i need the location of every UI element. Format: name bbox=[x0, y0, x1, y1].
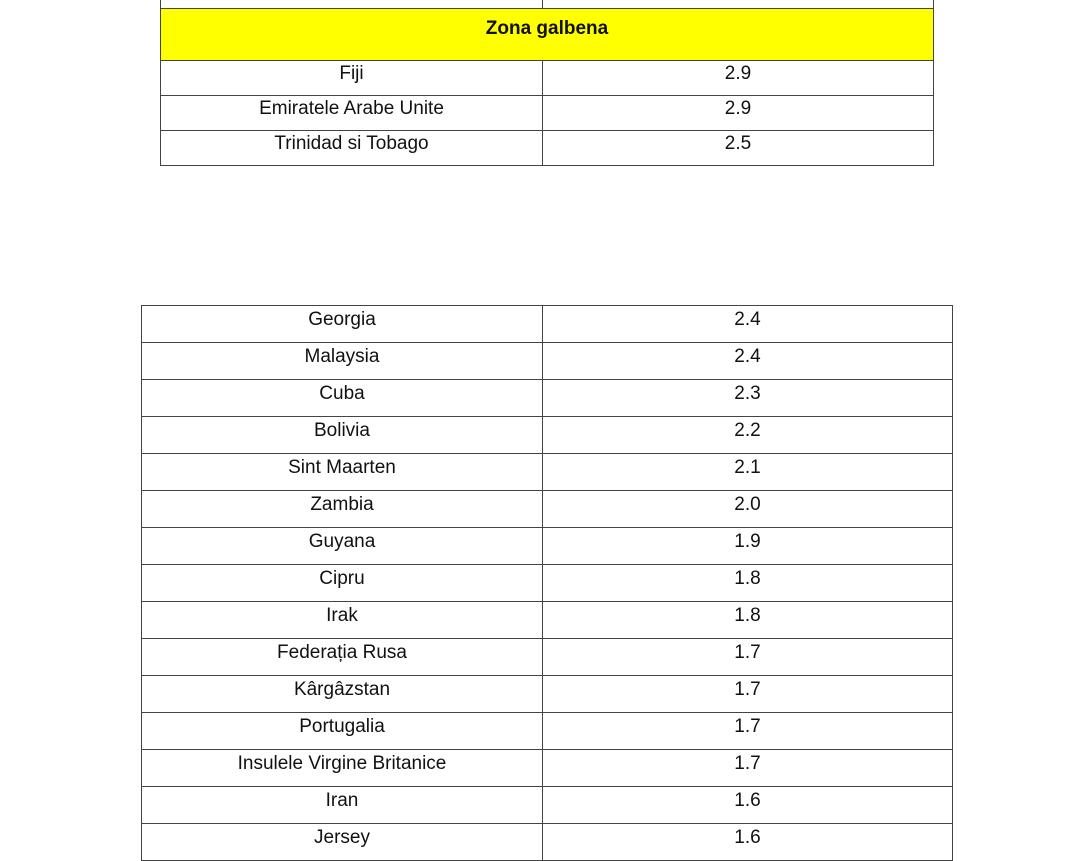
country-cell: Emiratele Arabe Unite bbox=[161, 96, 543, 131]
table-row bbox=[142, 306, 953, 343]
table-row bbox=[161, 96, 934, 131]
value-cell: 2.2 bbox=[543, 417, 953, 454]
country-cell: Insulele Virgine Britanice bbox=[142, 750, 543, 787]
stub-cell bbox=[161, 0, 543, 9]
country-cell: Georgia bbox=[142, 306, 543, 343]
country-cell: Malaysia bbox=[142, 343, 543, 380]
value-cell: 1.6 bbox=[543, 824, 953, 861]
table-row bbox=[142, 602, 953, 639]
country-cell: Portugalia bbox=[142, 713, 543, 750]
value-cell: 2.9 bbox=[543, 96, 934, 131]
value-cell: 2.1 bbox=[543, 454, 953, 491]
country-cell: Zambia bbox=[142, 491, 543, 528]
table-row bbox=[142, 639, 953, 676]
value-cell: 1.7 bbox=[543, 639, 953, 676]
country-cell: Fiji bbox=[161, 61, 543, 96]
zone-header: Zona galbena bbox=[161, 9, 934, 61]
table-row bbox=[142, 750, 953, 787]
country-cell: Bolivia bbox=[142, 417, 543, 454]
country-rate-table bbox=[141, 305, 953, 861]
value-cell: 2.4 bbox=[543, 343, 953, 380]
value-cell: 2.0 bbox=[543, 491, 953, 528]
zone-header-row bbox=[161, 9, 934, 61]
value-cell: 1.7 bbox=[543, 713, 953, 750]
country-cell: Jersey bbox=[142, 824, 543, 861]
table-row bbox=[142, 491, 953, 528]
table-row bbox=[142, 380, 953, 417]
table-row bbox=[142, 417, 953, 454]
value-cell: 2.5 bbox=[543, 131, 934, 166]
table-row bbox=[142, 676, 953, 713]
table-row bbox=[142, 343, 953, 380]
value-cell: 1.7 bbox=[543, 676, 953, 713]
value-cell: 1.7 bbox=[543, 750, 953, 787]
country-cell: Kârgâzstan bbox=[142, 676, 543, 713]
value-cell: 1.6 bbox=[543, 787, 953, 824]
country-cell: Sint Maarten bbox=[142, 454, 543, 491]
country-cell: Trinidad si Tobago bbox=[161, 131, 543, 166]
country-cell: Cipru bbox=[142, 565, 543, 602]
table-row bbox=[142, 824, 953, 861]
value-cell: 1.8 bbox=[543, 565, 953, 602]
country-cell: Guyana bbox=[142, 528, 543, 565]
table-row bbox=[142, 787, 953, 824]
table-row bbox=[161, 131, 934, 166]
yellow-zone-table bbox=[160, 0, 934, 166]
value-cell: 1.8 bbox=[543, 602, 953, 639]
value-cell: 2.9 bbox=[543, 61, 934, 96]
table-row bbox=[142, 454, 953, 491]
value-cell: 2.3 bbox=[543, 380, 953, 417]
table-row bbox=[161, 61, 934, 96]
country-cell: Cuba bbox=[142, 380, 543, 417]
table-row bbox=[142, 528, 953, 565]
value-cell: 2.4 bbox=[543, 306, 953, 343]
country-cell: Iran bbox=[142, 787, 543, 824]
value-cell: 1.9 bbox=[543, 528, 953, 565]
table-row bbox=[142, 565, 953, 602]
table-row bbox=[142, 713, 953, 750]
stub-cell bbox=[543, 0, 934, 9]
table-stub-row bbox=[161, 0, 934, 9]
country-cell: Federația Rusa bbox=[142, 639, 543, 676]
country-cell: Irak bbox=[142, 602, 543, 639]
